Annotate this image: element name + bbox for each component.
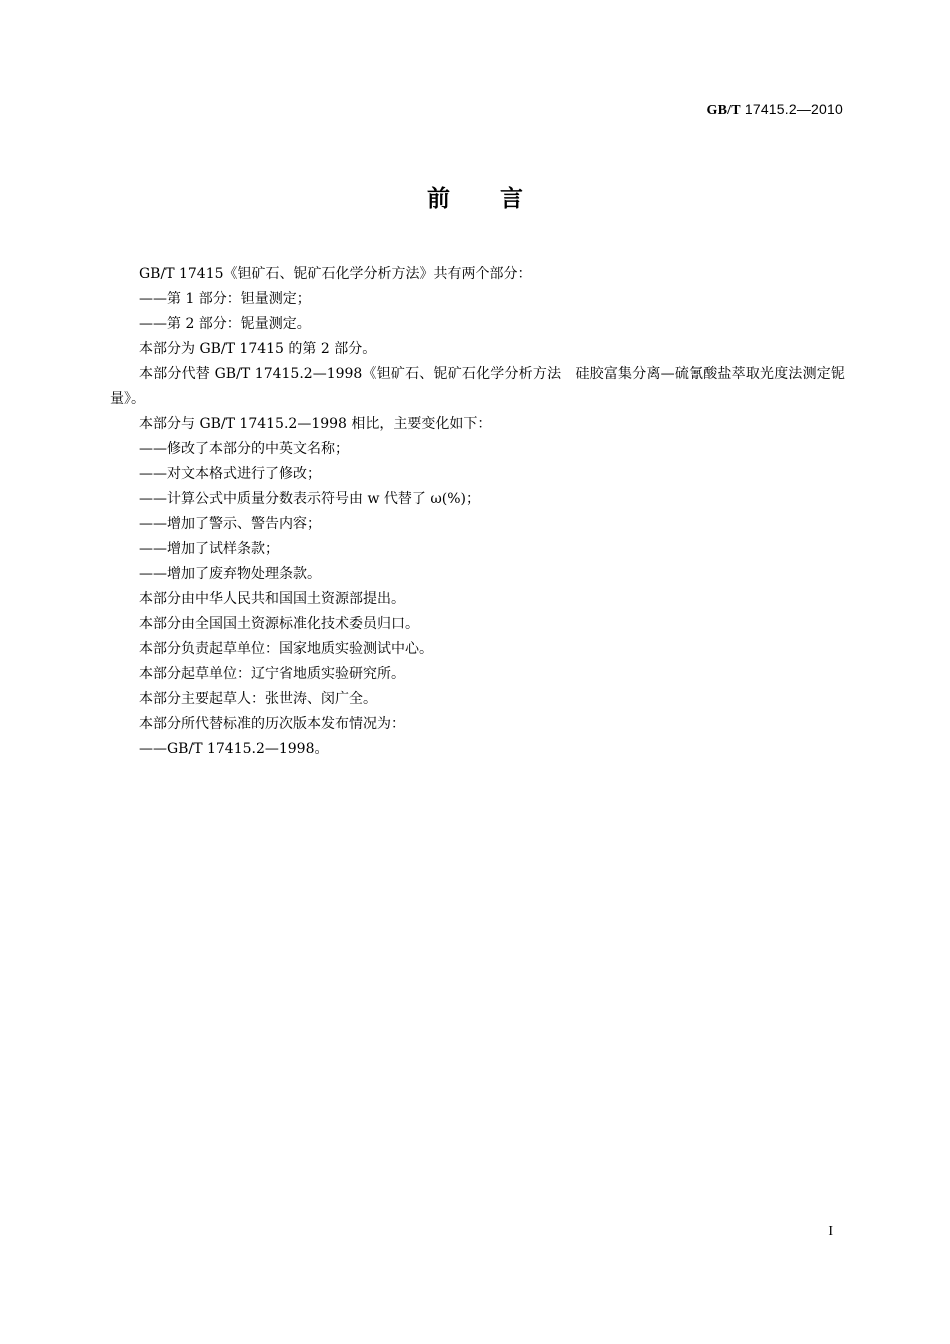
list-item-part-1: ——第 1 部分：钽量测定； — [139, 291, 311, 307]
list-item-change-5: ——增加了试样条款； — [139, 541, 279, 557]
paragraph-intro: GB/T 17415《钽矿石、铌矿石化学分析方法》共有两个部分： — [139, 266, 532, 282]
paragraph-lead-drafter: 本部分负责起草单位：国家地质实验测试中心。 — [139, 641, 433, 657]
paragraph-drafting-unit: 本部分起草单位：辽宁省地质实验研究所。 — [139, 666, 405, 682]
standard-code-header — [706, 101, 843, 119]
paragraph-centralized-by: 本部分由全国国土资源标准化技术委员归口。 — [139, 616, 419, 632]
paragraph-changes-intro: 本部分与 GB/T 17415.2—1998 相比，主要变化如下： — [139, 416, 492, 432]
paragraph-replaces: 本部分代替 GB/T 17415.2—1998《钽矿石、铌矿石化学分析方法 硅胶富集分离—硫氰酸盐萃取光度法测定铌量》。 — [110, 366, 845, 407]
list-item-change-3: ——计算公式中质量分数表示符号由 w 代替了 ω(%)； — [139, 491, 480, 507]
paragraph-history-intro: 本部分所代替标准的历次版本发布情况为： — [139, 716, 405, 732]
list-item-history-1: ——GB/T 17415.2—1998。 — [139, 741, 329, 757]
standard-prefix: GB/T — [706, 103, 741, 118]
page-title: 前言 — [427, 186, 573, 212]
list-item-part-2: ——第 2 部分：铌量测定。 — [139, 316, 311, 332]
list-item-change-2: ——对文本格式进行了修改； — [139, 466, 321, 482]
standard-number: 17415.2—2010 — [744, 101, 843, 117]
paragraph-drafters: 本部分主要起草人：张世涛、闵广全。 — [139, 691, 377, 707]
paragraph-proposed-by: 本部分由中华人民共和国国土资源部提出。 — [139, 591, 405, 607]
foreword-body — [110, 262, 845, 762]
list-item-change-6: ——增加了废弃物处理条款。 — [139, 566, 321, 582]
page-number: I — [828, 1224, 833, 1239]
paragraph-scope: 本部分为 GB/T 17415 的第 2 部分。 — [139, 341, 377, 357]
list-item-change-4: ——增加了警示、警告内容； — [139, 516, 321, 532]
list-item-change-1: ——修改了本部分的中英文名称； — [139, 441, 349, 457]
